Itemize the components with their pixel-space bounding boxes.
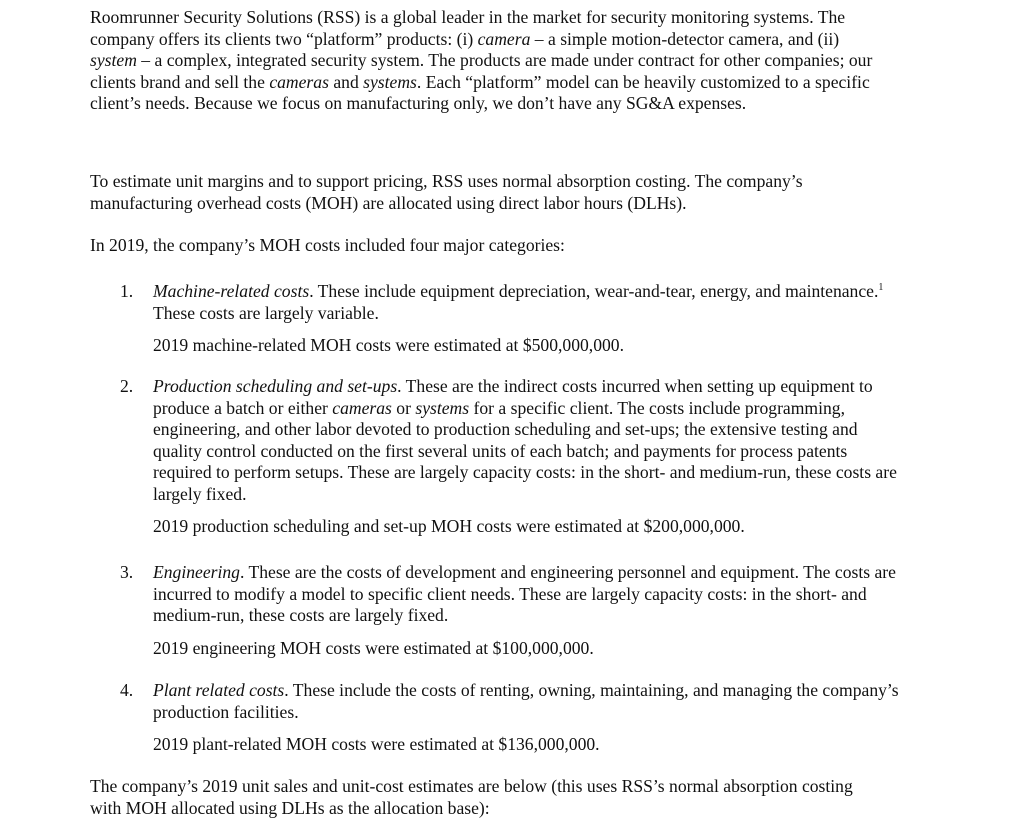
- moh-category-3: [120, 562, 910, 659]
- category-description: Plant related costs. These include the costs of renting, owning, maintaining, and managing the company’s production facilities.: [153, 680, 899, 722]
- category-description: Machine-related costs. These include equipment depreciation, wear-and-tear, energy, and maintenance.$^1$ These costs are largely variable.: [153, 281, 884, 323]
- systems-term: systems: [415, 397, 470, 418]
- moh-category-4: [120, 680, 910, 756]
- moh-category-1: [120, 281, 910, 357]
- list-number: 3.: [120, 562, 134, 582]
- closing-paragraph: The company’s 2019 unit sales and unit-cost estimates are below (this uses RSS’s normal absorption costing with MOH allocated using DLHs as the allocation base):: [90, 776, 853, 818]
- cameras-term: cameras: [332, 397, 392, 418]
- category-title: Plant related costs: [153, 680, 285, 700]
- costing-paragraph: To estimate unit margins and to support pricing, RSS uses normal absorption costing. The company’s manufacturing overhead costs (MOH) are allocated using direct labor hours (DLHs).: [90, 171, 803, 213]
- category-estimate: 2019 plant-related MOH costs were estimated at $136,000,000.: [153, 734, 600, 754]
- list-number: 1.: [120, 281, 134, 301]
- category-estimate: 2019 engineering MOH costs were estimated at $100,000,000.: [153, 637, 594, 658]
- category-title: Engineering: [153, 562, 240, 582]
- category-title: Machine-related costs: [153, 281, 310, 301]
- intro-paragraph: Roomrunner Security Solutions (RSS) is a global leader in the market for security monitoring systems. The company offers its clients two “platform” products: (i) camera – a simple motion-detector camera, and (ii) system – a complex, integrated security system. The products are made under contract for other companies; our clients brand and sell the cameras and systems. Each “platform” model can be heavily customized to a specific client’s needs. Because we focus on manufacturing only, we don’t have any SG&A expenses.: [90, 7, 873, 113]
- camera-term: camera: [477, 28, 531, 49]
- systems-term: systems: [363, 71, 417, 92]
- category-title: Production scheduling and set-ups: [153, 376, 398, 396]
- footnote-marker: 1: [878, 282, 884, 294]
- category-estimate: 2019 machine-related MOH costs were estimated at $500,000,000.: [153, 335, 624, 355]
- cameras-term: cameras: [269, 71, 329, 92]
- list-number: 4.: [120, 680, 134, 700]
- system-term: system: [90, 50, 137, 70]
- category-estimate: 2019 production scheduling and set-up MOH costs were estimated at $200,000,000.: [153, 516, 745, 536]
- category-description: Production scheduling and set-ups. These are the indirect costs incurred when setting up equipment to produce a batch or either cameras or systems for a specific client. The costs include programming, engineering, and other labor devoted to production scheduling and set-ups; the extensive testing and quality control conducted on the first several units of each batch; and payments for process patents required to perform setups. These are largely capacity costs: in the short- and medium-run, these costs are largely fixed.: [153, 376, 897, 504]
- category-description: Engineering. These are the costs of development and engineering personnel and equipment. The costs are incurred to modify a model to specific client needs. These are largely capacity costs: in the short- and medium-run, these costs are largely fixed.: [153, 562, 896, 625]
- categories-intro: In 2019, the company’s MOH costs included four major categories:: [90, 235, 565, 255]
- list-number: 2.: [120, 376, 134, 396]
- moh-category-2: [120, 376, 910, 538]
